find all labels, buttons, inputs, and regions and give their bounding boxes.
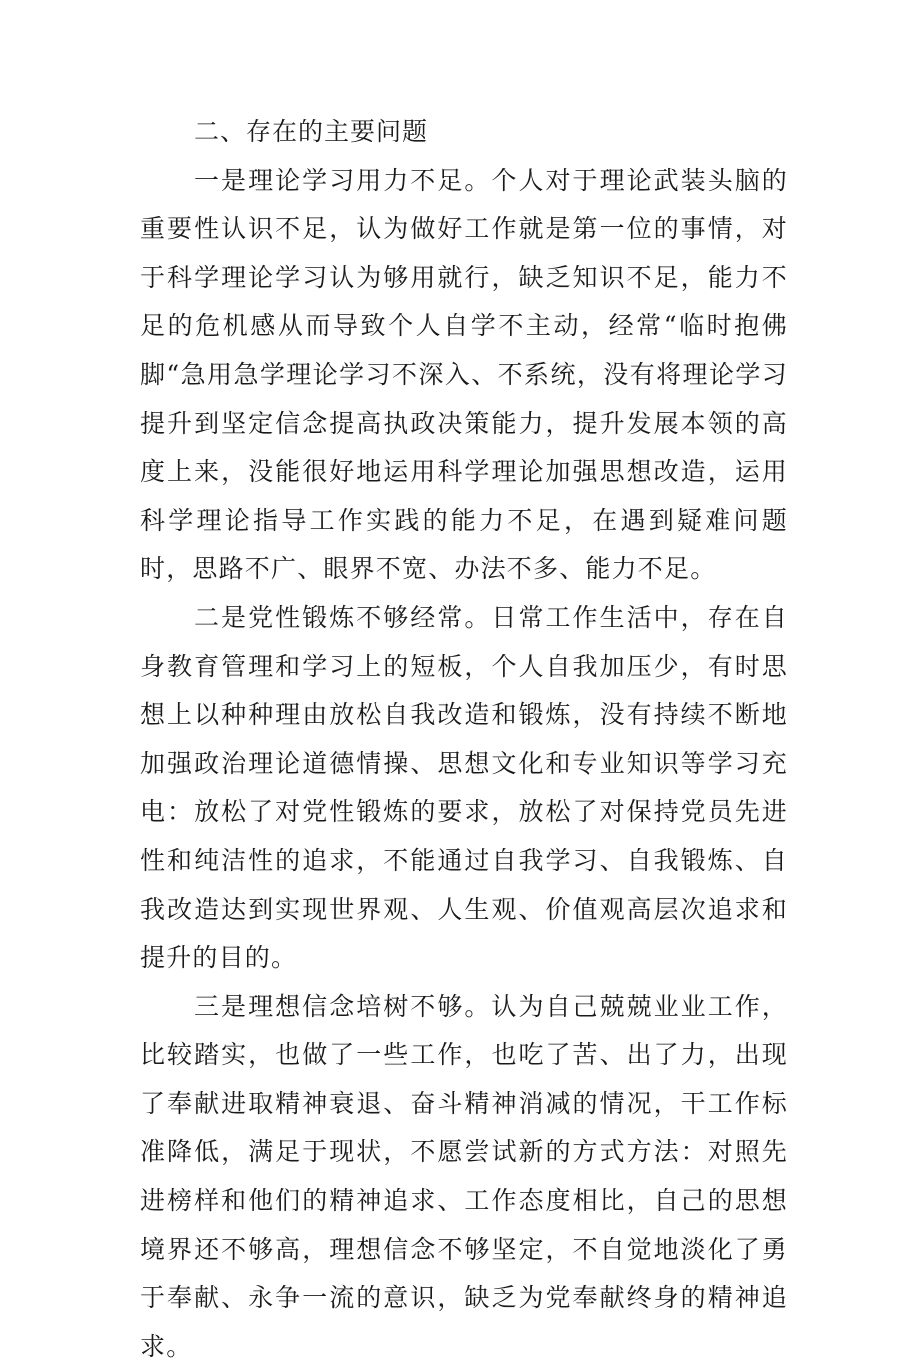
- document-body: [140, 108, 788, 1371]
- paragraph-theory-study: 一是理论学习用力不足。个人对于理论武装头脑的重要性认识不足，认为做好工作就是第一位的事情，对于科学理论学习认为够用就行，缺乏知识不足，能力不足的危机感从而导致个人自学不主动，经常“临时抱佛脚“急用急学理论学习不深入、不系统，没有将理论学习提升到坚定信念提高执政决策能力，提升发展本领的高度上来，没能很好地运用科学理论加强思想改造，运用科学理论指导工作实践的能力不足，在遇到疑难问题时，思路不广、眼界不宽、办法不多、能力不足。: [140, 165, 788, 584]
- section-heading: 二、存在的主要问题: [194, 117, 429, 146]
- paragraph-ideals-beliefs: 三是理想信念培树不够。认为自己兢兢业业工作，比较踏实，也做了一些工作，也吃了苦、出了力，出现了奉献进取精神衰退、奋斗精神消减的情况，干工作标准降低，满足于现状，不愿尝试新的方式方法：对照先进榜样和他们的精神追求、工作态度相比，自己的思想境界还不够高，理想信念不够坚定，不自觉地淡化了勇于奉献、永争一流的意识，缺乏为党奉献终身的精神追求。: [140, 991, 788, 1361]
- paragraph-party-spirit: 二是党性锻炼不够经常。日常工作生活中，存在自身教育管理和学习上的短板，个人自我加压少，有时思想上以种种理由放松自我改造和锻炼，没有持续不断地加强政治理论道德情操、思想文化和专业知识等学习充电：放松了对党性锻炼的要求，放松了对保持党员先进性和纯洁性的追求，不能通过自我学习、自我锻炼、自我改造达到实现世界观、人生观、价值观高层次追求和提升的目的。: [140, 602, 788, 973]
